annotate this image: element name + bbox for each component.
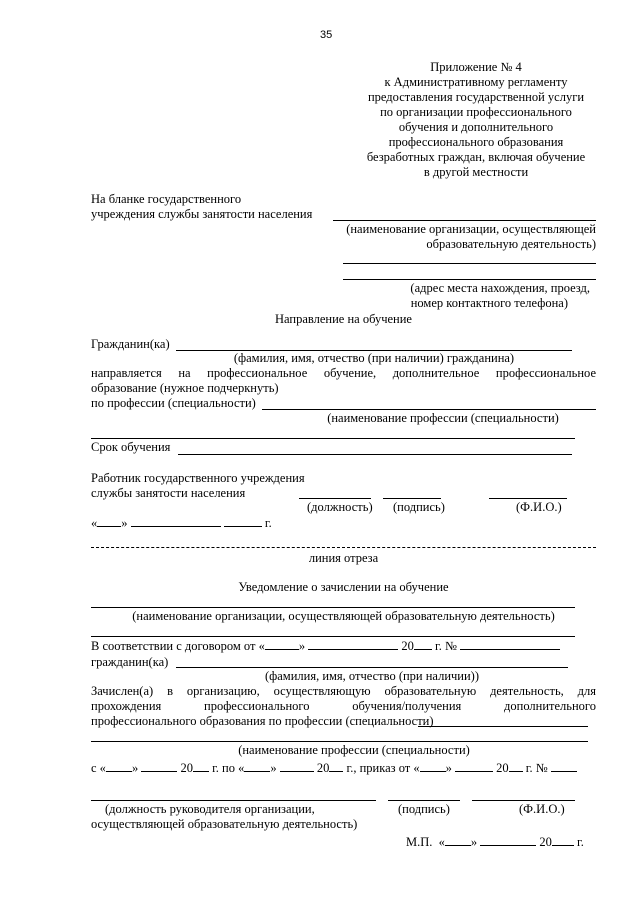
term-line[interactable] <box>178 454 572 455</box>
profession-label: по профессии (специальности) <box>91 396 256 410</box>
term-label: Срок обучения <box>91 440 171 454</box>
cut-line-label: линия отреза <box>308 551 379 565</box>
letterhead-line2: учреждения службы занятости населения <box>91 207 313 221</box>
notice-profession-line[interactable] <box>418 726 588 727</box>
contract-year-field[interactable] <box>414 638 432 650</box>
profession-line[interactable] <box>262 409 596 410</box>
period-year-prefix: 20 <box>496 761 509 775</box>
contract-mid: » <box>298 639 306 653</box>
period-to-month[interactable] <box>280 760 314 772</box>
period-from-year[interactable] <box>193 760 209 772</box>
date-month-field[interactable] <box>131 515 221 527</box>
date-day-field[interactable] <box>97 515 121 527</box>
enrolled-line3: профессионального образования по профессии (специальности) <box>91 714 434 728</box>
contract-day-field[interactable] <box>265 638 299 650</box>
contract-number-label: г. № <box>434 639 457 653</box>
notice-title: Уведомление о зачислении на обучение <box>238 580 449 594</box>
head-position-line[interactable] <box>91 800 376 801</box>
contract-year-prefix: 20 <box>401 639 414 653</box>
address-line-1[interactable] <box>343 263 596 264</box>
notice-org-line[interactable] <box>91 607 575 608</box>
head-hint-line1: (должность руководителя организации, <box>105 802 315 816</box>
period-from-day[interactable] <box>106 760 132 772</box>
period-to: г. по « <box>212 761 245 775</box>
worker-line1: Работник государственного учреждения <box>91 471 305 485</box>
profession-line-2[interactable] <box>91 438 575 439</box>
address-hint-line1: (адрес места нахождения, проезд, <box>410 281 590 295</box>
period-from-month[interactable] <box>141 760 177 772</box>
head-name-hint: (Ф.И.О.) <box>519 802 565 816</box>
appendix-line: предоставления государственной услуги <box>367 90 585 104</box>
address-line-2[interactable] <box>343 279 596 280</box>
appendix-line: к Административному регламенту <box>384 75 568 89</box>
notice-org-line-2[interactable] <box>91 636 575 637</box>
org-hint-line2: образовательную деятельность) <box>426 237 596 251</box>
order-year[interactable] <box>509 760 523 772</box>
referral-date[interactable] <box>91 515 272 531</box>
period-quote: » <box>445 761 452 775</box>
stamp-date-suffix: г. <box>577 835 584 849</box>
order-day[interactable] <box>420 760 446 772</box>
referral-text-line2: образование (нужное подчеркнуть) <box>91 381 279 395</box>
period-quote: » <box>270 761 277 775</box>
date-open-quote: « <box>91 516 98 530</box>
head-fio-line[interactable] <box>472 800 575 801</box>
org-hint-line1: (наименование организации, осуществляющей <box>346 222 596 236</box>
head-hint-line2: осуществляющей образовательную деятельность) <box>91 817 358 831</box>
period-to-year[interactable] <box>329 760 343 772</box>
notice-org-hint: (наименование организации, осуществляющей образовательную деятельность) <box>132 609 555 623</box>
date-close-quote: » <box>121 516 128 530</box>
letterhead-line1: На бланке государственного <box>91 192 242 206</box>
date-suffix: г. <box>264 516 272 530</box>
stamp-date-row <box>406 834 584 850</box>
contract-prefix: В соответствии с договором от « <box>91 639 265 653</box>
notice-citizen-label: гражданин(ка) <box>91 655 169 669</box>
appendix-line: безработных граждан, включая обучение <box>366 150 586 164</box>
stamp-day[interactable] <box>445 834 471 846</box>
address-hint-line2: номер контактного телефона) <box>410 296 568 310</box>
stamp-label: М.П. <box>406 835 433 849</box>
date-open-quote: « <box>438 835 445 849</box>
order-label: г., приказ от « <box>346 761 420 775</box>
org-name-line[interactable] <box>333 220 596 221</box>
referral-title: Направление на обучение <box>275 312 412 326</box>
stamp-year[interactable] <box>552 834 574 846</box>
appendix-line: по организации профессионального <box>380 105 572 119</box>
order-number-label: г. № <box>525 761 548 775</box>
period-year-prefix: 20 <box>316 761 330 775</box>
citizen-hint: (фамилия, имя, отчество (при наличии) гражданина) <box>233 351 515 365</box>
head-sig-hint: (подпись) <box>398 802 450 816</box>
appendix-line: в другой местности <box>423 165 529 179</box>
enrolled-line1: Зачислен(а) в организацию, осуществляющую образовательную деятельность, для <box>91 684 596 698</box>
head-signature-line[interactable] <box>388 800 460 801</box>
order-month[interactable] <box>455 760 493 772</box>
appendix-line: профессионального образования <box>388 135 564 149</box>
sig-position-hint: (должность) <box>307 500 373 514</box>
page-number: 35 <box>320 29 333 41</box>
notice-profession-line-2[interactable] <box>91 741 588 742</box>
stamp-month[interactable] <box>480 834 536 846</box>
notice-citizen-line[interactable] <box>176 667 568 668</box>
appendix-line: Приложение № 4 <box>430 60 522 74</box>
date-year-field[interactable] <box>224 515 262 527</box>
period-to-day[interactable] <box>244 760 270 772</box>
period-quote: » <box>131 761 139 775</box>
profession-hint: (наименование профессии (специальности) <box>327 411 559 425</box>
stamp-year-prefix: 20 <box>539 835 552 849</box>
contract-month-field[interactable] <box>308 638 398 650</box>
sig-signature-hint: (подпись) <box>393 500 445 514</box>
notice-profession-hint: (наименование профессии (специальности) <box>238 743 470 757</box>
enrolled-line2: прохождения профессионального обучения/получения дополнительного <box>91 699 596 713</box>
worker-line2: службы занятости населения <box>91 486 246 500</box>
sig-name-hint: (Ф.И.О.) <box>516 500 562 514</box>
referral-text-line1: направляется на профессиональное обучение, дополнительное профессиональное <box>91 366 596 380</box>
order-number[interactable] <box>551 760 577 772</box>
signature-line[interactable] <box>383 498 441 499</box>
notice-citizen-hint: (фамилия, имя, отчество (при наличии)) <box>264 669 479 683</box>
appendix-line: обучения и дополнительного <box>398 120 554 134</box>
period-year-prefix: 20 <box>180 761 193 775</box>
date-close-quote: » <box>470 835 478 849</box>
fio-line[interactable] <box>489 498 567 499</box>
period-from: с « <box>91 761 106 775</box>
contract-row <box>91 638 560 654</box>
period-row <box>91 760 577 776</box>
position-line[interactable] <box>299 498 371 499</box>
contract-number-field[interactable] <box>460 638 560 650</box>
citizen-label: Гражданин(ка) <box>91 337 170 351</box>
cut-line <box>91 547 596 548</box>
